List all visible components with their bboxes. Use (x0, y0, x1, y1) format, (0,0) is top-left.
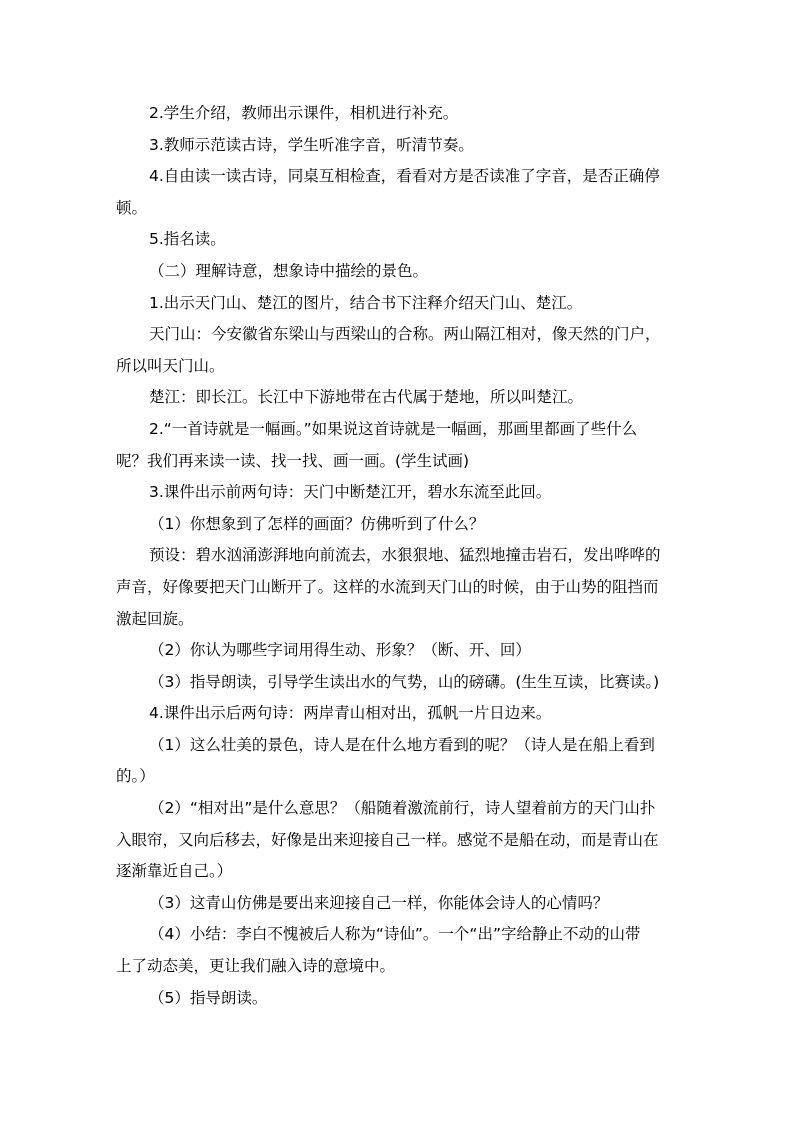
text-line: 2.学生介绍，教师出示课件，相机进行补充。 (149, 104, 459, 122)
text-line: 3.课件出示前两句诗：天门中断楚江开，碧水东流至此回。 (149, 483, 552, 502)
text-line: 声音，好像要把天门山断开了。这样的水流到天门山的时候，由于山势的阻挡而 (116, 577, 659, 596)
text-line: 4.课件出示后两句诗：两岸青山相对出，孤帆一片日边来。 (149, 704, 552, 723)
text-line: （3）这青山仿佛是要出来迎接自己一样，你能体会诗人的心情吗？ (149, 893, 609, 912)
text-line: （2）你认为哪些字词用得生动、形象？（断、开、回） (149, 641, 531, 660)
text-line: （1）你想象到了怎样的画面？仿佛听到了什么？ (149, 514, 485, 533)
text-line: （4）小结：李白不愧被后人称为“诗仙”。一个“出”字给静止不动的山带 (149, 925, 641, 944)
text-line: 顿。 (116, 198, 148, 217)
text-line: 4.自由读一读古诗，同桌互相检查，看看对方是否读准了字音，是否正确停 (149, 167, 660, 186)
text-line: 的。） (116, 767, 155, 786)
document-body (116, 98, 686, 1014)
text-line: 天门山：今安徽省东梁山与西梁山的合称。两山隔江相对，像天然的门户， (149, 325, 661, 344)
text-line: （二）理解诗意，想象诗中描绘的景色。 (149, 261, 429, 280)
text-line: 入眼帘，又向后移去，好像是出来迎接自己一样。感觉不是船在动，而是青山在 (116, 830, 659, 849)
text-line: （1）这么壮美的景色，诗人是在什么地方看到的呢？（诗人是在船上看到 (149, 735, 655, 754)
text-line: 所以叫天门山。 (116, 356, 225, 375)
text-line: （2）“相对出”是什么意思？（船随着激流前行，诗人望着前方的天门山扑 (149, 799, 656, 818)
text-line: 3.教师示范读古诗，学生听准字音，听清节奏。 (149, 135, 474, 154)
text-line: 逐渐靠近自己。） (116, 862, 233, 881)
text-line: 预设：碧水汹涌澎湃地向前流去，水狠狠地、猛烈地撞击岩石，发出哗哗的 (149, 546, 661, 565)
text-line: 2.“一首诗就是一幅画。”如果说这首诗就是一幅画，那画里都画了些什么 (149, 419, 638, 438)
text-line: 5.指名读。 (149, 230, 226, 249)
text-line: 呢？我们再来读一读、找一找、画一画。(学生试画) (116, 451, 470, 470)
text-line: 激起回旋。 (116, 609, 194, 628)
text-line: 1.出示天门山、楚江的图片，结合书下注释介绍天门山、楚江。 (149, 293, 583, 312)
text-line: （5）指导朗读。 (149, 988, 268, 1007)
text-line: （3）指导朗读，引导学生读出水的气势，山的磅礴。(生生互读，比赛读。) (149, 672, 660, 691)
text-line: 楚江：即长江。长江中下游地带在古代属于楚地，所以叫楚江。 (149, 388, 584, 407)
text-line: 上了动态美，更让我们融入诗的意境中。 (116, 957, 396, 976)
